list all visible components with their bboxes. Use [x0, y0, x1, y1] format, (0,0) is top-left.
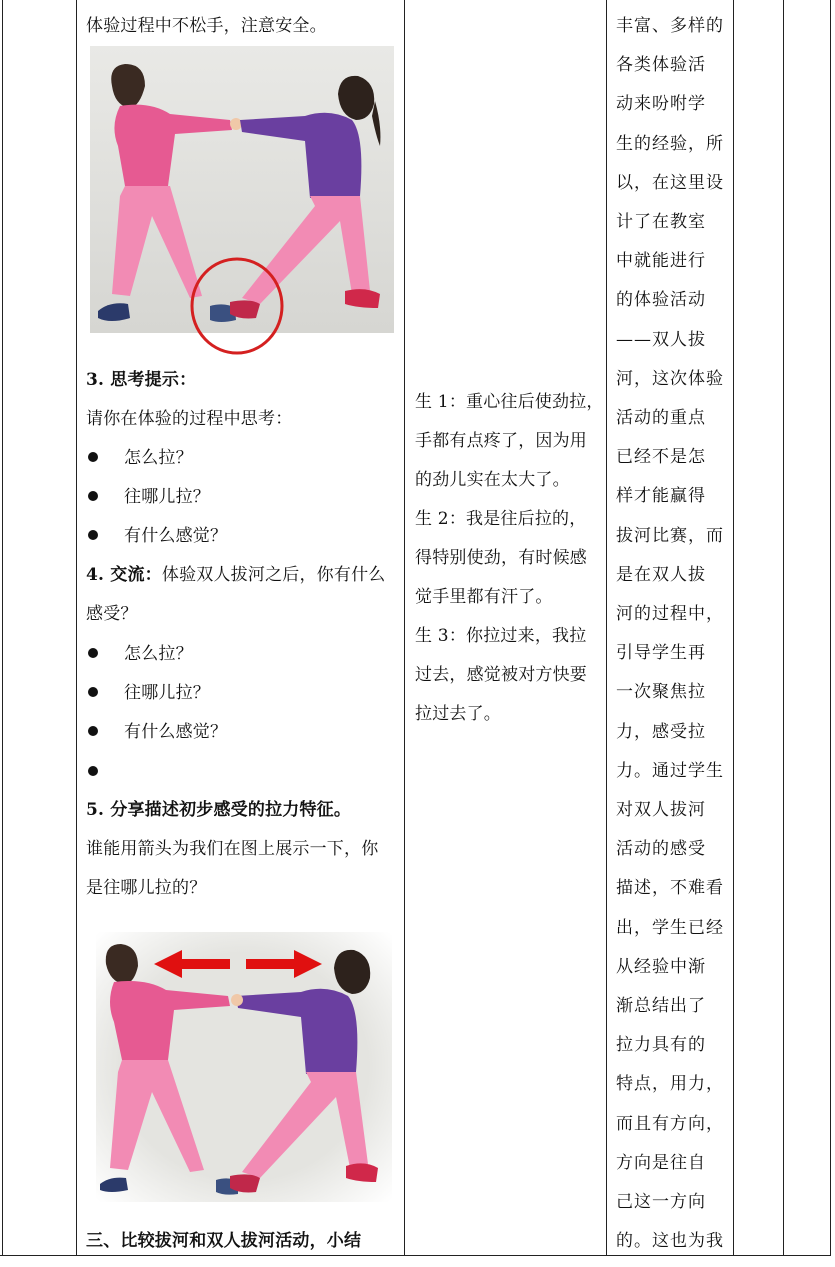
step3-title: 3. 思考提示： [86, 370, 197, 390]
design-rationale-line: 丰富、多样的 [616, 16, 724, 36]
student-response-line: 生 3：你拉过来，我拉 [415, 626, 587, 646]
student-response-line: 生 1：重心往后使劲拉， [415, 392, 604, 412]
table-divider-5 [783, 0, 784, 1255]
tug-photo-2 [96, 932, 392, 1202]
student-response-line: 手都有点疼了，因为用 [415, 431, 587, 451]
design-rationale-line: 渐总结出了 [616, 996, 706, 1016]
design-rationale-line: 各类体验活 [616, 55, 706, 76]
table-divider-3 [606, 0, 607, 1255]
design-rationale-line: 描述，不难看 [616, 878, 724, 899]
bullet-dot [88, 766, 98, 776]
step4-text: 体验双人拔河之后，你有什么 [161, 565, 386, 585]
step3-bullet-1: 怎么拉？ [124, 448, 193, 468]
design-rationale-line: 计了在教室 [616, 212, 706, 232]
design-rationale-line: 力。通过学生 [616, 760, 724, 781]
highlight-circle [188, 254, 288, 358]
design-rationale-line: 对双人拔河 [616, 800, 706, 820]
design-rationale-line: 样才能赢得 [616, 486, 706, 507]
student-response-line: 得特别使劲，有时候感 [415, 548, 587, 568]
intro-text: 体验过程中不松手，注意安全。 [86, 16, 327, 36]
step4-bullet-3: 有什么感觉？ [124, 722, 228, 742]
design-rationale-line: ——双人拔 [616, 329, 706, 350]
design-rationale-line: 己这一方向 [616, 1192, 706, 1212]
step3-bullet-2: 往哪儿拉？ [124, 487, 210, 507]
bullet-dot [88, 530, 98, 540]
step4-line-1 [86, 563, 385, 587]
design-rationale-line: 拔河比赛，而 [616, 525, 724, 546]
step5-text-2: 是往哪儿拉的？ [86, 878, 207, 898]
design-rationale-line: 的。这也为我 [616, 1231, 724, 1252]
step3-bullet-3: 有什么感觉？ [124, 526, 228, 546]
bullet-dot [88, 726, 98, 736]
design-rationale-line: 活动的重点 [616, 408, 706, 428]
design-rationale-line: 以，在这里设 [616, 172, 724, 193]
section3-title: 三、比较拔河和双人拔河活动，小结 [86, 1231, 362, 1251]
design-rationale-line: 生的经验，所 [616, 133, 724, 154]
design-rationale-line: 一次聚焦拉 [616, 682, 706, 703]
design-rationale-line: 拉力具有的 [616, 1035, 706, 1056]
step4-title: 4. 交流： [86, 565, 162, 585]
design-rationale-line: 特点，用力， [616, 1074, 724, 1095]
design-rationale-line: 河的过程中， [616, 604, 724, 624]
design-rationale-line: 活动的感受 [616, 839, 706, 860]
table-border-left [2, 0, 3, 1255]
design-rationale-line: 河，这次体验 [616, 368, 724, 389]
step4-line-2: 感受？ [86, 604, 138, 624]
step5-title: 5. 分享描述初步感受的拉力特征。 [86, 800, 352, 820]
student-response-line: 拉过去了。 [415, 704, 501, 724]
design-rationale-line: 力，感受拉 [616, 721, 706, 742]
design-rationale-line: 的体验活动 [616, 290, 706, 311]
design-rationale-line: 而且有方向， [616, 1113, 724, 1134]
design-rationale-line: 是在双人拔 [616, 564, 706, 585]
design-rationale-line: 动来吩咐学 [616, 94, 706, 115]
bullet-dot [88, 648, 98, 658]
design-rationale-line: 已经不是怎 [616, 447, 706, 468]
design-rationale-line: 方向是往自 [616, 1152, 706, 1173]
step4-bullet-1: 怎么拉？ [124, 644, 193, 664]
student-response-line: 过去，感觉被对方快要 [415, 665, 587, 685]
student-response-line: 觉手里都有汗了。 [415, 587, 553, 607]
table-divider-4 [733, 0, 734, 1255]
tug-photo-2-drawing [96, 932, 392, 1202]
bullet-dot [88, 452, 98, 462]
design-rationale-line: 从经验中渐 [616, 956, 706, 977]
bullet-dot [88, 491, 98, 501]
student-response-line: 的劲儿实在太大了。 [415, 470, 570, 490]
table-divider-2 [404, 0, 405, 1255]
table-border-right [830, 0, 831, 1255]
design-rationale-line: 出，学生已经 [616, 917, 724, 938]
step4-bullet-2: 往哪儿拉？ [124, 683, 210, 703]
design-rationale-line: 引导学生再 [616, 643, 706, 664]
step3-intro: 请你在体验的过程中思考： [86, 409, 293, 429]
step5-text-1: 谁能用箭头为我们在图上展示一下，你 [86, 839, 379, 859]
design-rationale-line: 中就能进行 [616, 251, 706, 272]
bullet-dot [88, 687, 98, 697]
student-response-line: 生 2：我是往后拉的， [415, 509, 587, 529]
table-bottom-border [0, 1255, 831, 1256]
table-divider-1 [76, 0, 77, 1255]
